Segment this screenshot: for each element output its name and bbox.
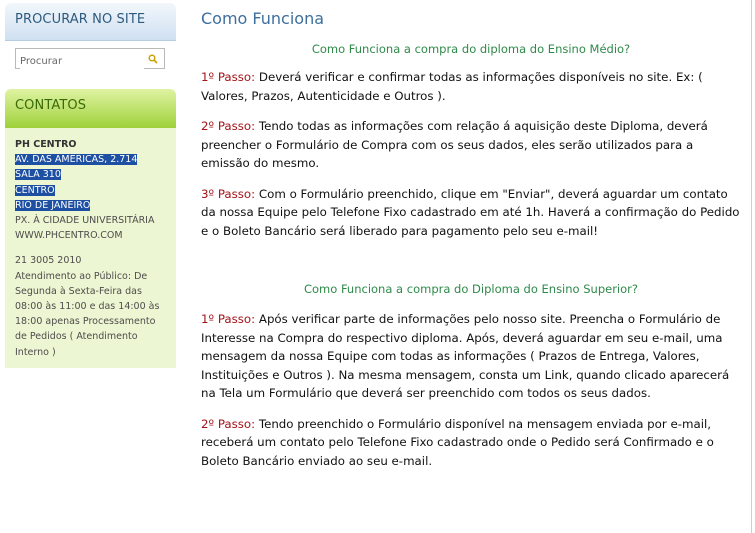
step-superior-1 <box>201 310 741 403</box>
company-name: PH CENTRO <box>15 139 77 150</box>
step-medio-3 <box>201 185 741 241</box>
step-text: Após verificar parte de informações pelo nosso site. Preencha o Formulário de Interesse na Compra do respectivo diploma. Após, deverá aguardar em seu e-mail, uma mensagem da nossa Equipe com todas as informações ( Prazos de Entrega, Valores, Instituições e Outros ). Na mesma mensagem, consta um Link, quando clicado aparecerá na Tela um Formulário que deverá ser preenchido com todos os seus dados. <box>201 312 730 400</box>
search-panel <box>5 41 176 89</box>
contacts-panel <box>5 128 176 368</box>
phone-number: 21 3005 2010 <box>15 255 82 267</box>
district: CENTRO <box>15 184 55 196</box>
step-label: 2º Passo: <box>201 119 256 133</box>
search-box-title: PROCURAR NO SITE <box>5 3 176 41</box>
step-superior-2 <box>201 415 741 471</box>
address-line1: AV. DAS AMERICAS, 2.714 <box>15 154 138 166</box>
contacts-title: CONTATOS <box>5 89 176 128</box>
search-input[interactable] <box>20 53 144 70</box>
step-text: Deverá verificar e confirmar todas as informações disponíveis no site. Ex: ( Valores, Prazos, Autenticidade e Outros ). <box>201 70 703 103</box>
section-title-ensino-superior: Como Funciona a compra do Diploma do Ensino Superior? <box>303 282 638 296</box>
step-label: 3º Passo: <box>201 186 256 201</box>
step-text: Tendo preenchido o Formulário disponível na mensagem enviada por e-mail, receberá um contato pelo Telefone Fixo cadastrado onde o Pedido será Confirmado e o Boleto Bancário enviado ao seu e-mail. <box>201 416 714 468</box>
search-icon[interactable] <box>148 54 158 64</box>
page-border <box>751 0 752 533</box>
step-label: 2º Passo: <box>201 416 256 431</box>
section-title-ensino-medio: Como Funciona a compra do diploma do Ensino Médio? <box>311 42 631 56</box>
step-text: Tendo todas as informações com relação á aquisição deste Diploma, deverá preencher o Formulário de Compra com os seus dados, eles serão utilizados para a emissão do mesmo. <box>201 119 708 170</box>
sidebar <box>5 3 176 368</box>
page-title: Como Funciona <box>201 9 325 28</box>
step-medio-2 <box>201 117 741 173</box>
address-reference: PX. À CIDADE UNIVERSITÁRIA <box>15 215 155 227</box>
opening-hours: Atendimento ao Público: De Segunda à Sexta-Feira das 08:00 às 11:00 e das 14:00 às 18:00 apenas Processamento de Pedidos ( Atendimento Interno ) <box>15 270 160 358</box>
address-line2: SALA 310 <box>15 169 61 181</box>
step-label: 1º Passo: <box>201 70 256 84</box>
step-medio-1 <box>201 68 741 105</box>
step-text: Com o Formulário preenchido, clique em "Enviar", deverá aguardar um contato da nossa Equipe pelo Telefone Fixo cadastrado em até 1h. Haverá a confirmação do Pedido e o Boleto Bancário será liberado para pagamento pelo seu e-mail! <box>201 186 740 238</box>
step-label: 1º Passo: <box>201 312 256 326</box>
main-content <box>201 9 741 470</box>
city: RIO DE JANEIRO <box>15 199 91 211</box>
search-field[interactable] <box>15 48 165 69</box>
website-link[interactable]: WWW.PHCENTRO.COM <box>15 230 123 242</box>
